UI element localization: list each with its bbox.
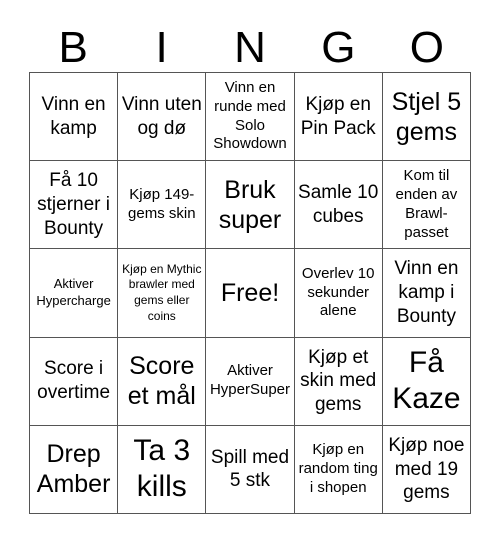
bingo-cell[interactable] [383, 426, 471, 514]
cell-text: Vinn en kamp [41, 93, 106, 139]
bingo-cell[interactable] [30, 426, 118, 514]
cell-text: Få Kaze [392, 346, 461, 416]
bingo-cell[interactable] [30, 249, 118, 337]
header-letter-b: B [58, 23, 88, 72]
header-letter-o: O [409, 23, 444, 72]
bingo-cell[interactable] [295, 426, 383, 514]
cell-text: Vinn en runde med Solo Showdown [213, 79, 287, 153]
cell-text: Vinn en kamp i Bounty [394, 258, 459, 327]
cell-text: Aktiver HyperSuper [209, 362, 291, 399]
cell-text: Stjel 5 gems [391, 87, 462, 146]
bingo-cell[interactable] [295, 249, 383, 337]
cell-text: Kjøp en random ting i shopen [298, 441, 378, 496]
bingo-cell[interactable] [30, 73, 118, 161]
bingo-cell[interactable] [383, 338, 471, 426]
bingo-cell[interactable] [295, 73, 383, 161]
bingo-cell[interactable] [206, 426, 294, 514]
cell-text: Kjøp 149-gems skin [128, 186, 196, 222]
bingo-cell[interactable] [295, 338, 383, 426]
cell-text: Kjøp en Pin Pack [300, 93, 376, 139]
cell-text: Bruk super [218, 175, 282, 234]
cell-text: Vinn uten og dø [121, 93, 202, 139]
bingo-cell[interactable] [383, 73, 471, 161]
bingo-cell[interactable] [206, 73, 294, 161]
bingo-cell[interactable] [118, 426, 206, 514]
bingo-cell[interactable] [383, 249, 471, 337]
cell-text: Kjøp en Mythic brawler med gems eller coins [122, 261, 202, 323]
bingo-cell[interactable] [30, 338, 118, 426]
bingo-cell[interactable] [118, 73, 206, 161]
bingo-cell[interactable] [118, 249, 206, 337]
cell-text: Få 10 stjerner i Bounty [37, 170, 111, 239]
header-letter-n: N [234, 23, 266, 72]
bingo-cell[interactable] [118, 338, 206, 426]
cell-text: Free! [220, 278, 280, 307]
cell-text: Kjøp noe med 19 gems [388, 434, 465, 504]
bingo-cell[interactable] [206, 338, 294, 426]
cell-text: Score i overtime [37, 358, 111, 404]
bingo-cell[interactable] [383, 161, 471, 249]
cell-text: Drep Amber [36, 440, 111, 499]
bingo-cell[interactable] [206, 161, 294, 249]
cell-text: Spill med 5 stk [210, 446, 290, 492]
bingo-card [29, 0, 471, 544]
free-cell[interactable] [206, 249, 294, 337]
header-letter-i: I [155, 23, 168, 72]
bingo-cell[interactable] [118, 161, 206, 249]
bingo-cell[interactable] [30, 161, 118, 249]
cell-text: Ta 3 kills [133, 434, 191, 504]
cell-text: Kom til enden av Brawl-passet [395, 167, 458, 241]
cell-text: Aktiver Hypercharge [36, 276, 111, 308]
cell-text: Score et mål [127, 352, 196, 411]
cell-text: Samle 10 cubes [298, 182, 379, 227]
cell-text: Kjøp et skin med gems [300, 346, 377, 416]
bingo-cell[interactable] [295, 161, 383, 249]
cell-text: Overlev 10 sekunder alene [301, 264, 375, 320]
header-letter-g: G [321, 23, 356, 72]
bingo-header [29, 18, 471, 78]
bingo-grid [29, 72, 471, 514]
